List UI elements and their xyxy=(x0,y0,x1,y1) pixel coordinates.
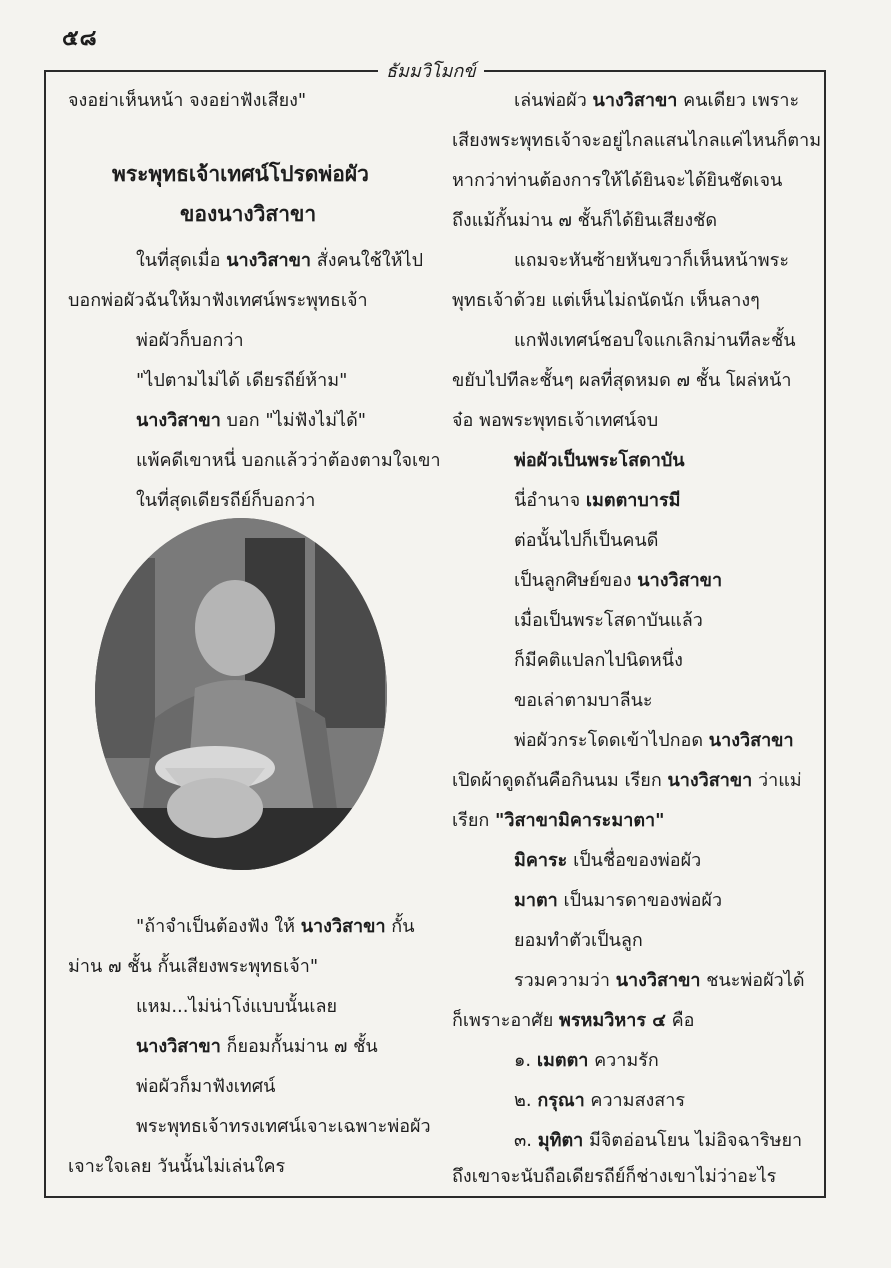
page-number: ๕๘ xyxy=(62,26,98,51)
text-line: นางวิสาขา ก็ยอมกั้นม่าน ๗ ชั้น xyxy=(136,1036,378,1057)
text-line: เจาะใจเลย วันนั้นไม่เล่นใคร xyxy=(68,1156,286,1177)
section-heading: ของนางวิสาขา xyxy=(180,202,317,226)
list-item: ๓. มุทิตา มีจิตอ่อนโยน ไม่อิจฉาริษยา xyxy=(514,1130,803,1151)
section-heading: พระพุทธเจ้าเทศน์โปรดพ่อผัว xyxy=(112,162,369,186)
text-line: ในที่สุดเมื่อ นางวิสาขา สั่งคนใช้ให้ไป xyxy=(136,250,423,271)
text-line: เปิดผ้าดูดถันคือกินนม เรียก นางวิสาขา ว่าแม่ xyxy=(452,770,802,791)
text-line: ก็เพราะอาศัย พรหมวิหาร ๔ คือ xyxy=(452,1010,695,1031)
text-line: พุทธเจ้าด้วย แต่เห็นไม่ถนัดนัก เห็นลางๆ xyxy=(452,290,760,311)
text-line: ขอเล่าตามบาลีนะ xyxy=(514,690,653,711)
text-line: พ่อผัวเป็นพระโสดาบัน xyxy=(514,450,685,471)
text-line: ในที่สุดเดียรถีย์ก็บอกว่า xyxy=(136,490,316,511)
text-line: บอกพ่อผัวฉันให้มาฟังเทศน์พระพุทธเจ้า xyxy=(68,290,368,311)
text-line: มาตา เป็นมารดาของพ่อผัว xyxy=(514,890,723,911)
text-line: พ่อผัวกระโดดเข้าไปกอด นางวิสาขา xyxy=(514,730,794,751)
text-line: จ๋อ พอพระพุทธเจ้าเทศน์จบ xyxy=(452,410,659,431)
text-line: ถึงแม้กั้นม่าน ๗ ชั้นก็ได้ยินเสียงชัด xyxy=(452,210,718,231)
text-line: เสียงพระพุทธเจ้าจะอยู่ไกลแสนไกลแค่ไหนก็ตาม xyxy=(452,130,822,151)
text-line: แกฟังเทศน์ชอบใจแกเลิกม่านทีละชั้น xyxy=(514,330,796,351)
list-item: ๒. กรุณา ความสงสาร xyxy=(514,1090,686,1111)
text-line: ต่อนั้นไปก็เป็นคนดี xyxy=(514,530,659,551)
text-line: พระพุทธเจ้าทรงเทศน์เจาะเฉพาะพ่อผัว xyxy=(136,1116,431,1137)
text-line: เรียก "วิสาขามิคาระมาตา" xyxy=(452,810,665,831)
text-line: จงอย่าเห็นหน้า จงอย่าฟังเสียง" xyxy=(68,90,307,111)
text-line: ก็มีคติแปลกไปนิดหนึ่ง xyxy=(514,650,683,671)
text-line: รวมความว่า นางวิสาขา ชนะพ่อผัวได้ xyxy=(514,970,805,991)
text-line: เมื่อเป็นพระโสดาบันแล้ว xyxy=(514,610,703,631)
text-line: แพ้คดีเขาหนี่ บอกแล้วว่าต้องตามใจเขา xyxy=(136,450,441,471)
monk-portrait-photo xyxy=(95,518,387,870)
text-line: เป็นลูกศิษย์ของ นางวิสาขา xyxy=(514,570,723,591)
header-title: ธัมมวิโมกข์ xyxy=(378,56,484,85)
text-line: นางวิสาขา บอก "ไม่ฟังไม่ได้" xyxy=(136,410,367,431)
text-line: ถึงเขาจะนับถือเดียรถีย์ก็ช่างเขาไม่ว่าอะไร xyxy=(452,1166,777,1187)
text-line: แหม...ไม่น่าโง่แบบนั้นเลย xyxy=(136,996,338,1017)
text-line: "ถ้าจำเป็นต้องฟัง ให้ นางวิสาขา กั้น xyxy=(136,916,415,937)
text-line: พ่อผัวก็บอกว่า xyxy=(136,330,244,351)
text-line: พ่อผัวก็มาฟังเทศน์ xyxy=(136,1076,276,1097)
text-line: นี่อำนาจ เมตตาบารมี xyxy=(514,490,681,511)
text-line: หากว่าท่านต้องการให้ได้ยินจะได้ยินชัดเจน xyxy=(452,170,783,191)
text-line: ม่าน ๗ ชั้น กั้นเสียงพระพุทธเจ้า" xyxy=(68,956,319,977)
list-item: ๑. เมตตา ความรัก xyxy=(514,1050,659,1071)
photo-icon xyxy=(95,518,387,870)
text-line: "ไปตามไม่ได้ เดียรถีย์ห้าม" xyxy=(136,370,348,391)
text-line: ขยับไปทีละชั้นๆ ผลที่สุดหมด ๗ ชั้น โผล่หน้า xyxy=(452,370,792,391)
text-line: มิคาระ เป็นชื่อของพ่อผัว xyxy=(514,850,702,871)
text-line: แถมจะหันซ้ายหันขวาก็เห็นหน้าพระ xyxy=(514,250,790,271)
text-line: เล่นพ่อผัว นางวิสาขา คนเดียว เพราะ xyxy=(514,90,800,111)
text-line: ยอมทำตัวเป็นลูก xyxy=(514,930,643,951)
